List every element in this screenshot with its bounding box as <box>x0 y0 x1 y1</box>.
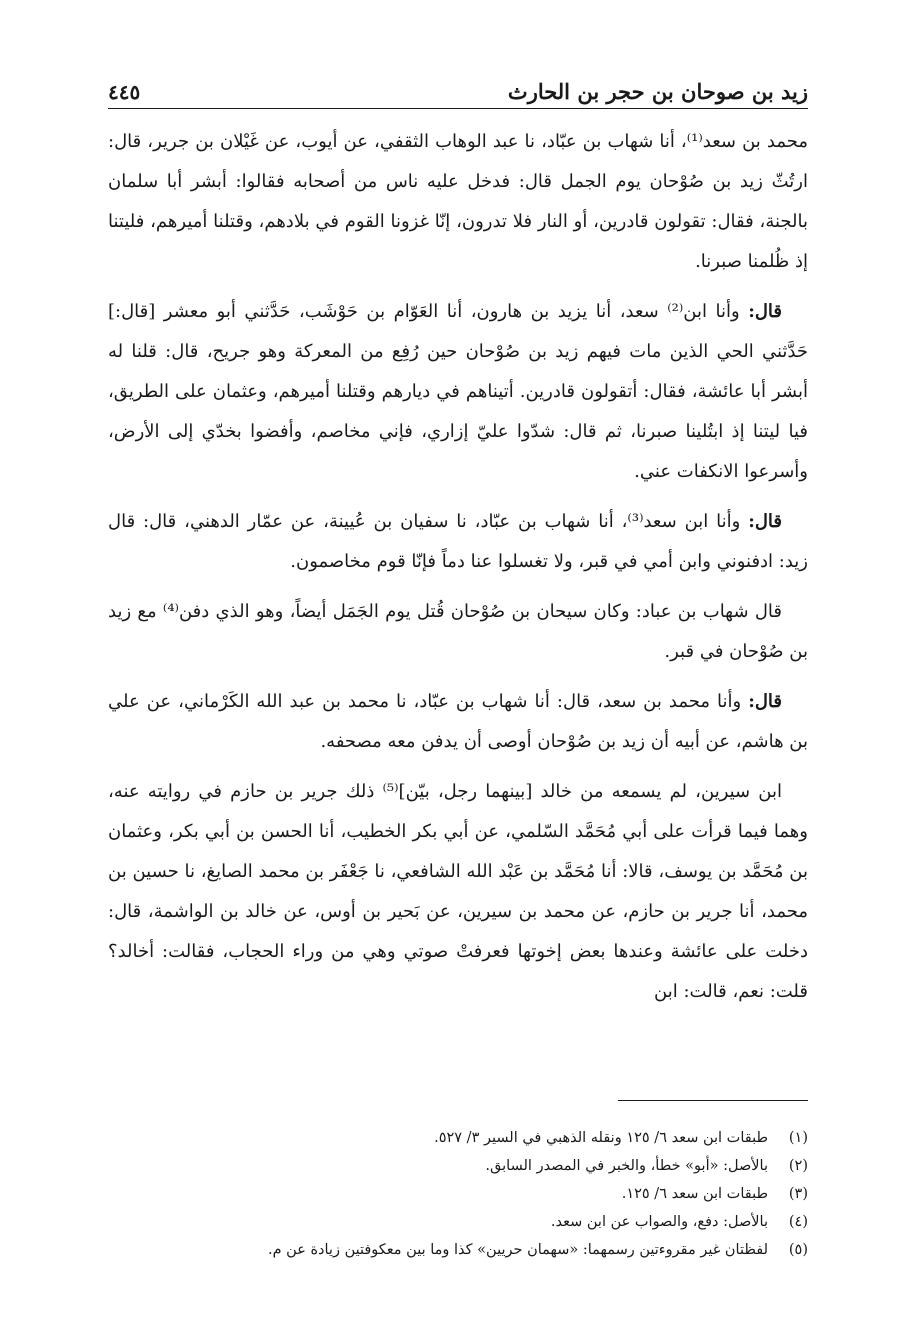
paragraph-text: محمد بن سعد⁽¹⁾، أنا شهاب بن عبّاد، نا عبد الوهاب الثقفي، عن أيوب، عن غَيْلان بن جرير، قال: ارتُثّ زيد بن صُوْحان يوم الجمل قال: فدخل عليه ناس من أصحابه فقالوا: أبشر أبا سلمان بالجنة، فقال: تقولون قادرين، أو النار فلا تدرون، إنّا غزونا القوم في بلادهم، وقتلنا أميرهم، فليتنا إذ ظُلمنا صبرنا. <box>108 131 808 272</box>
footnote-text: بالأصل: «أبو» خطأ، والخبر في المصدر السابق. <box>485 1158 768 1174</box>
footnote-number: (٣) <box>788 1186 808 1202</box>
paragraph-lead: قال: <box>748 511 783 532</box>
paragraph-1 <box>108 122 808 282</box>
paragraph-lead: قال: <box>748 691 782 712</box>
footnote-number: (٥) <box>788 1242 808 1258</box>
footnote-4 <box>108 1208 808 1236</box>
paragraph-text: ابن سيرين، لم يسمعه من خالد [بينهما رجل، بيّن]⁽⁵⁾ ذلك جرير بن حازم في روايته عنه، وهما فيما قرأت على أبي مُحَمَّد السّلمي، عن أبي بكر الخطيب، أنا الحسن بن أبي بكر، وعثمان بن مُحَمَّد بن يوسف، قالا: أنا مُحَمَّد بن عَبْد الله الشافعي، نا جَعْفَر بن محمد الصايغ، نا حسين بن محمد، أنا جرير بن حازم، عن محمد بن سيرين، عن بَحير بن أوس، عن خالد بن الواشمة، قال: دخلت على عائشة وعندها بعض إخوتها فعرفتْ صوتي وهي من وراء الحجاب، فقالت: أخالد؟ قلت: نعم، قالت: ابن <box>108 781 808 1002</box>
footnote-number: (٢) <box>788 1158 808 1174</box>
paragraph-6 <box>108 772 808 1012</box>
footnote-text: لفظتان غير مقروءتين رسمهما: «سهمان حريين» كذا وما بين معكوفتين زيادة عن م. <box>267 1242 768 1258</box>
footnote-text: طبقات ابن سعد ٦/ ١٢٥ ونقله الذهبي في السير ٣/ ٥٢٧. <box>434 1130 768 1146</box>
footnote-5 <box>108 1236 808 1264</box>
paragraph-4 <box>108 592 808 672</box>
footnote-number: (٤) <box>788 1214 808 1230</box>
paragraph-lead: قال: <box>748 301 783 322</box>
footnotes <box>108 1124 808 1264</box>
paragraph-text: وأنا ابن⁽²⁾ سعد، أنا يزيد بن هارون، أنا العَوّام بن حَوْشَب، حَدَّثني أبو معشر [قال:] حَدَّثني الحي الذين مات فيهم زيد بن صُوْحان حين رُفِع من المعركة وهو جريح، قال: قلنا له أبشر أبا عائشة، فقال: أتقولون قادرين. أتيناهم في ديارهم وقتلنا أميرهم، وعثمان على الطريق، فيا ليتنا إذ ابتُلينا صبرنا، ثم قال: شدّوا عليّ إزاري، فإني مخاصم، وأفضوا بخدّي إلى الأرض، وأسرعوا الانكفات عني. <box>108 301 808 482</box>
footnote-number: (١) <box>788 1130 808 1146</box>
paragraph-5 <box>108 682 808 762</box>
header-divider <box>108 108 808 109</box>
paragraph-text: وأنا محمد بن سعد، قال: أنا شهاب بن عبّاد، نا محمد بن عبد الله الكَرْماني، عن علي بن هاشم، عن أبيه أن زيد بن صُوْحان أوصى أن يدفن معه مصحفه. <box>108 691 808 752</box>
page-header <box>108 70 808 104</box>
footnote-text: طبقات ابن سعد ٦/ ١٢٥. <box>621 1186 768 1202</box>
paragraph-text: وأنا ابن سعد⁽³⁾، أنا شهاب بن عبّاد، نا سفيان بن عُيينة، عن عمّار الدهني، قال: قال زيد: ادفنوني وابن أمي في قبر، ولا تغسلوا عنا دماً فإنّا قوم مخاصمون. <box>108 511 808 572</box>
page-number: ٤٤٥ <box>108 80 141 104</box>
paragraph-2 <box>108 292 808 492</box>
footnote-text: بالأصل: دفع، والصواب عن ابن سعد. <box>550 1214 768 1230</box>
paragraph-text: قال شهاب بن عباد: وكان سيحان بن صُوْحان قُتل يوم الجَمَل أيضاً، وهو الذي دفن⁽⁴⁾ مع زيد بن صُوْحان في قبر. <box>108 601 808 662</box>
footnote-1 <box>108 1124 808 1152</box>
footnote-divider <box>618 1100 808 1101</box>
footnote-2 <box>108 1152 808 1180</box>
running-title: زيد بن صوحان بن حجر بن الحارث <box>507 79 808 104</box>
paragraph-3 <box>108 502 808 582</box>
footnote-3 <box>108 1180 808 1208</box>
main-text <box>108 122 808 1022</box>
